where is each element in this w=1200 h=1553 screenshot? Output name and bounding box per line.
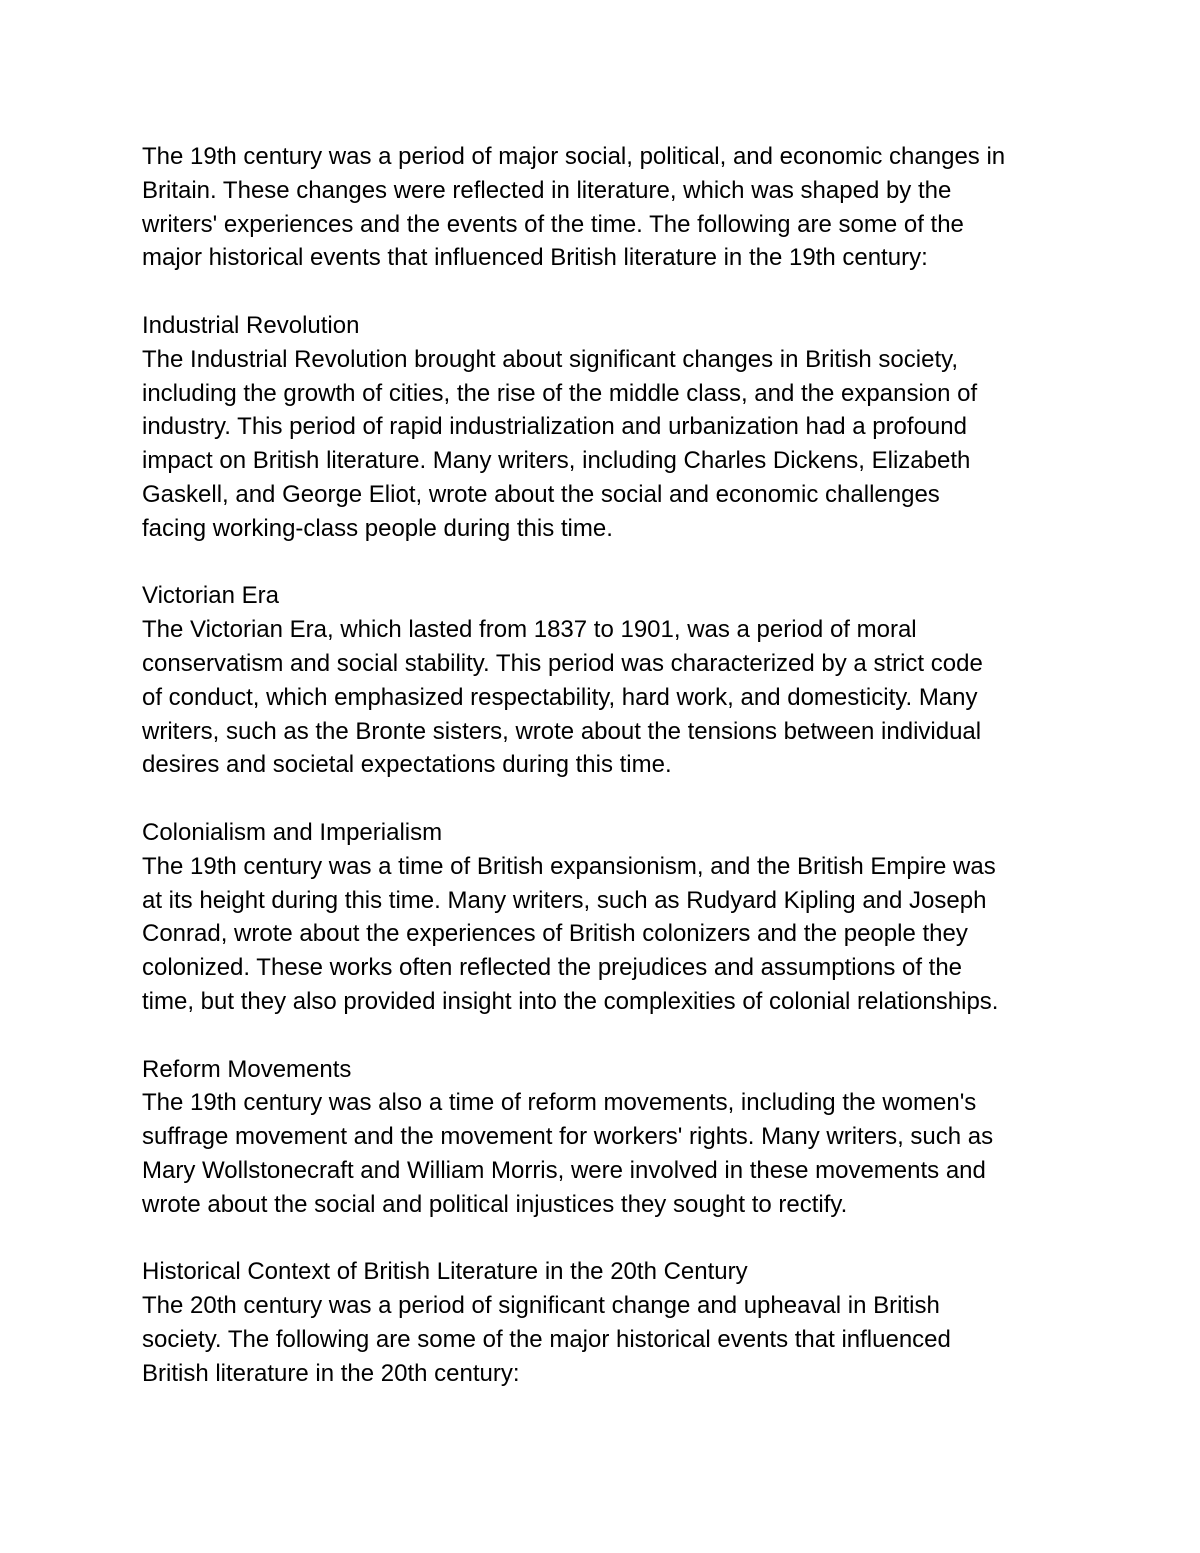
paragraph-line: suffrage movement and the movement for workers' rights. Many writers, such as xyxy=(142,1123,994,1151)
section-reform-movements xyxy=(142,1053,1072,1222)
paragraph-spacer xyxy=(142,1019,1072,1053)
paragraph-line: Britain. These changes were reflected in literature, which was shaped by the xyxy=(142,176,952,204)
paragraph-line: facing working-class people during this time. xyxy=(142,514,613,542)
paragraph-line: industry. This period of rapid industrialization and urbanization had a profound xyxy=(142,413,967,441)
paragraph-line: The 19th century was a period of major social, political, and economic changes in xyxy=(142,143,1006,170)
section-heading: Reform Movements xyxy=(142,1055,352,1083)
paragraph-line: major historical events that influenced British literature in the 19th century: xyxy=(142,244,928,272)
paragraph-line: wrote about the social and political injustices they sought to rectify. xyxy=(142,1190,848,1218)
intro-paragraph xyxy=(142,140,1072,275)
section-heading: Historical Context of British Literature in the 20th Century xyxy=(142,1258,748,1286)
paragraph-line: desires and societal expectations during this time. xyxy=(142,751,672,779)
paragraph-line: of conduct, which emphasized respectability, hard work, and domesticity. Many xyxy=(142,683,978,711)
paragraph-line: including the growth of cities, the rise of the middle class, and the expansion of xyxy=(142,379,978,407)
paragraph-line: colonized. These works often reflected the prejudices and assumptions of the xyxy=(142,954,963,982)
paragraph-spacer xyxy=(142,782,1072,816)
paragraph-line: conservatism and social stability. This period was characterized by a strict code xyxy=(142,649,983,677)
section-heading: Colonialism and Imperialism xyxy=(142,818,443,846)
section-heading: Industrial Revolution xyxy=(142,311,360,339)
section-heading: Victorian Era xyxy=(142,582,279,610)
section-20th-century-context xyxy=(142,1255,1072,1390)
paragraph-line: time, but they also provided insight into the complexities of colonial relationships. xyxy=(142,987,999,1015)
paragraph-line: British literature in the 20th century: xyxy=(142,1359,520,1387)
paragraph-spacer xyxy=(142,1222,1072,1256)
section-industrial-revolution xyxy=(142,309,1072,546)
paragraph-line: impact on British literature. Many writers, including Charles Dickens, Elizabeth xyxy=(142,447,971,475)
paragraph-spacer xyxy=(142,275,1072,309)
paragraph-line: The Victorian Era, which lasted from 1837 to 1901, was a period of moral xyxy=(142,616,917,644)
section-colonialism-imperialism xyxy=(142,816,1072,1019)
paragraph-line: writers' experiences and the events of the time. The following are some of the xyxy=(142,210,964,238)
paragraph-line: The 20th century was a period of significant change and upheaval in British xyxy=(142,1292,940,1320)
paragraph-line: writers, such as the Bronte sisters, wrote about the tensions between individual xyxy=(142,717,982,745)
paragraph-line: The 19th century was also a time of reform movements, including the women's xyxy=(142,1089,977,1117)
paragraph-line: Conrad, wrote about the experiences of British colonizers and the people they xyxy=(142,920,968,948)
paragraph-line: The Industrial Revolution brought about significant changes in British society, xyxy=(142,345,959,373)
paragraph-line: at its height during this time. Many writers, such as Rudyard Kipling and Joseph xyxy=(142,886,987,914)
paragraph-line: Mary Wollstonecraft and William Morris, were involved in these movements and xyxy=(142,1156,986,1184)
paragraph-line: society. The following are some of the major historical events that influenced xyxy=(142,1325,951,1353)
section-victorian-era xyxy=(142,579,1072,782)
paragraph-line: Gaskell, and George Eliot, wrote about the social and economic challenges xyxy=(142,480,940,508)
paragraph-spacer xyxy=(142,546,1072,580)
paragraph-line: The 19th century was a time of British expansionism, and the British Empire was xyxy=(142,852,996,880)
document-body xyxy=(142,140,1072,1390)
